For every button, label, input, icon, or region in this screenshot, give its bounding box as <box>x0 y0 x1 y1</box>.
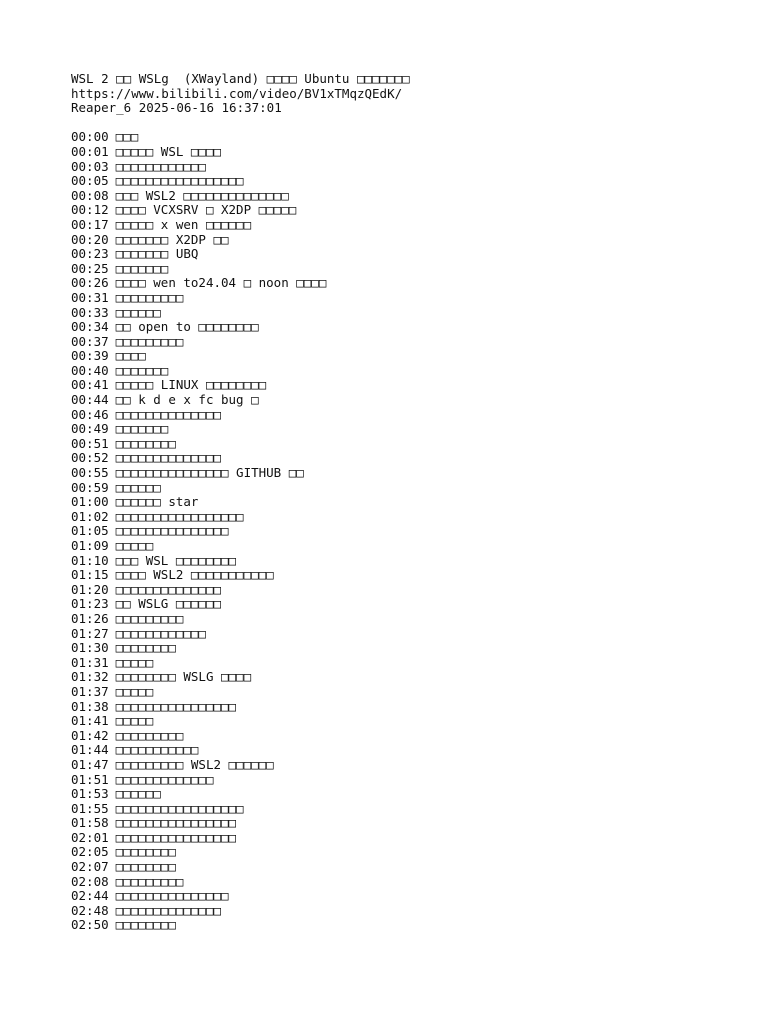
entry-text: □□□□□□□□□□□□□□□□ <box>115 829 237 845</box>
timestamp: 00:49 <box>71 421 109 437</box>
entry-text: □□□□□□□□□□□□□ <box>115 771 214 787</box>
timestamp-list <box>71 130 748 933</box>
timestamp: 00:46 <box>71 406 109 422</box>
timestamp-entry <box>71 349 748 364</box>
timestamp: 02:50 <box>71 917 109 933</box>
entry-text: □□□□□□□□ <box>115 435 176 451</box>
document <box>71 72 748 933</box>
timestamp: 01:05 <box>71 523 109 539</box>
timestamp-entry <box>71 568 748 583</box>
entry-text: □□□□□□□ <box>115 260 169 276</box>
entry-text: □□□□□□ <box>115 479 161 495</box>
timestamp-entry <box>71 451 748 466</box>
timestamp: 01:55 <box>71 800 109 816</box>
timestamp: 00:08 <box>71 187 109 203</box>
timestamp-entry <box>71 130 748 145</box>
timestamp: 00:39 <box>71 348 109 364</box>
timestamp-entry <box>71 262 748 277</box>
timestamp-entry <box>71 510 748 525</box>
timestamp-entry <box>71 743 748 758</box>
timestamp: 01:02 <box>71 508 109 524</box>
entry-text: □□□□□ <box>115 683 154 699</box>
timestamp-entry <box>71 860 748 875</box>
entry-text: □□□□□□□ UBQ <box>115 246 199 262</box>
entry-text: □□□□□□ <box>115 786 161 802</box>
entry-text: □□□□ WSL2 □□□□□□□□□□□ <box>115 567 274 583</box>
entry-text: □□□□□□□□□ <box>115 873 184 889</box>
entry-text: □□□□□ <box>115 713 154 729</box>
timestamp: 00:44 <box>71 392 109 408</box>
timestamp: 02:05 <box>71 844 109 860</box>
entry-text: □□□□□□□□□□□□□□□□□ <box>115 173 244 189</box>
timestamp: 00:01 <box>71 143 109 159</box>
timestamp: 01:26 <box>71 610 109 626</box>
timestamp-entry <box>71 189 748 204</box>
entry-text: □□□□□□□□ <box>115 917 176 933</box>
entry-text: □□□□□□□□□□□□□□□ <box>115 523 229 539</box>
timestamp-entry <box>71 233 748 248</box>
entry-text: □□□□ <box>115 348 146 364</box>
timestamp-entry <box>71 422 748 437</box>
timestamp-entry <box>71 904 748 919</box>
timestamp: 01:32 <box>71 669 109 685</box>
timestamp: 01:44 <box>71 742 109 758</box>
entry-text: □□ open to □□□□□□□□ <box>115 319 259 335</box>
entry-text: □□□□□□□□ <box>115 640 176 656</box>
entry-text: □□□□ VCXSRV □ X2DP □□□□□ <box>115 202 297 218</box>
timestamp-entry <box>71 481 748 496</box>
timestamp: 01:38 <box>71 698 109 714</box>
entry-text: □□□□□□ star <box>115 494 199 510</box>
timestamp: 00:12 <box>71 202 109 218</box>
timestamp: 01:37 <box>71 683 109 699</box>
entry-text: □□□□□□□□□□□□□□ <box>115 450 221 466</box>
timestamp-entry <box>71 627 748 642</box>
timestamp-entry <box>71 247 748 262</box>
entry-text: □□□□□□□□□□□□□□ <box>115 902 221 918</box>
timestamp: 01:09 <box>71 538 109 553</box>
timestamp-entry <box>71 641 748 656</box>
timestamp: 01:27 <box>71 625 109 641</box>
entry-text: □□□□□□□□□□□□ <box>115 158 206 174</box>
entry-text: □□□□□□□□□□□□□□□ GITHUB □□ <box>115 465 304 481</box>
timestamp: 02:08 <box>71 873 109 889</box>
timestamp-entry <box>71 539 748 554</box>
entry-text: □□ k d e x fc bug □ <box>115 392 259 408</box>
timestamp-entry <box>71 335 748 350</box>
video-url: https://www.bilibili.com/video/BV1xTMqzQEdK/ <box>71 85 403 101</box>
timestamp: 01:47 <box>71 756 109 772</box>
timestamp: 01:58 <box>71 815 109 831</box>
entry-text: □□□ <box>115 129 139 145</box>
entry-text: □□□□□□□□□□□□ <box>115 625 206 641</box>
timestamp: 01:15 <box>71 567 109 583</box>
timestamp: 01:00 <box>71 494 109 510</box>
video-title: WSL 2 □□ WSLg (XWayland) □□□□ Ubuntu □□□□□□□ <box>71 71 410 86</box>
timestamp-entry <box>71 495 748 510</box>
entry-text: □□□□□□□□□ WSL2 □□□□□□ <box>115 756 274 772</box>
timestamp-entry <box>71 831 748 846</box>
timestamp: 00:51 <box>71 435 109 451</box>
timestamp-entry <box>71 408 748 423</box>
entry-text: □□□□□□□□□□□□□□□□□ <box>115 508 244 524</box>
timestamp: 01:53 <box>71 786 109 802</box>
timestamp-entry <box>71 597 748 612</box>
entry-text: □□□□□□□□ <box>115 844 176 860</box>
timestamp: 00:17 <box>71 216 109 232</box>
entry-text: □□□□□□□□□□□□□□□□ <box>115 698 237 714</box>
entry-text: □□□□□□□□□□□□□□ <box>115 581 221 597</box>
timestamp-entry <box>71 393 748 408</box>
timestamp-entry <box>71 466 748 481</box>
entry-text: □□□□□□□□□ <box>115 289 184 305</box>
timestamp-entry <box>71 320 748 335</box>
timestamp: 01:31 <box>71 654 109 670</box>
timestamp: 00:31 <box>71 289 109 305</box>
entry-text: □□□□□□□ <box>115 421 169 437</box>
timestamp-entry <box>71 670 748 685</box>
author-and-date: Reaper_6 2025-06-16 16:37:01 <box>71 100 282 116</box>
timestamp: 00:03 <box>71 158 109 174</box>
timestamp-entry <box>71 276 748 291</box>
timestamp: 00:34 <box>71 319 109 335</box>
entry-text: □□□□□□□□ WSLG □□□□ <box>115 669 252 685</box>
timestamp-entry <box>71 160 748 175</box>
timestamp-entry <box>71 729 748 744</box>
timestamp: 01:30 <box>71 640 109 656</box>
entry-text: □□□□□□ <box>115 304 161 320</box>
entry-text: □□ WSLG □□□□□□ <box>115 596 221 612</box>
entry-text: □□□□□□□ <box>115 362 169 378</box>
timestamp-entry <box>71 378 748 393</box>
timestamp-entry <box>71 758 748 773</box>
timestamp-entry <box>71 773 748 788</box>
timestamp-entry <box>71 918 748 933</box>
timestamp-entry <box>71 802 748 817</box>
timestamp: 01:42 <box>71 727 109 743</box>
timestamp-entry <box>71 889 748 904</box>
timestamp: 00:37 <box>71 333 109 349</box>
entry-text: □□□□□□□□□□□□□□□ <box>115 888 229 904</box>
entry-text: □□□□□□□□□□□□□□□□ <box>115 815 237 831</box>
timestamp-entry <box>71 218 748 233</box>
timestamp: 00:20 <box>71 231 109 247</box>
entry-text: □□□□□ LINUX □□□□□□□□ <box>115 377 267 393</box>
timestamp-entry <box>71 364 748 379</box>
timestamp: 02:48 <box>71 902 109 918</box>
entry-text: □□□□□ WSL □□□□ <box>115 143 221 159</box>
timestamp: 01:41 <box>71 713 109 729</box>
entry-text: □□□ WSL2 □□□□□□□□□□□□□□ <box>115 187 289 203</box>
timestamp: 00:23 <box>71 246 109 262</box>
timestamp: 01:10 <box>71 552 109 568</box>
entry-text: □□□□□□□□□ <box>115 333 184 349</box>
timestamp-entry <box>71 685 748 700</box>
entry-text: □□□□□□□□□□□□□□ <box>115 406 221 422</box>
entry-text: □□□□□□□□ <box>115 859 176 875</box>
entry-text: □□□□□□□□□ <box>115 727 184 743</box>
entry-text: □□□ WSL □□□□□□□□ <box>115 552 237 568</box>
entry-text: □□□□□ <box>115 538 154 553</box>
timestamp-entry <box>71 291 748 306</box>
entry-text: □□□□□ x wen □□□□□□ <box>115 216 252 232</box>
entry-text: □□□□□□□□□□□ <box>115 742 199 758</box>
timestamp-entry <box>71 816 748 831</box>
timestamp: 00:33 <box>71 304 109 320</box>
timestamp: 02:01 <box>71 829 109 845</box>
timestamp: 00:26 <box>71 275 109 291</box>
timestamp: 02:07 <box>71 859 109 875</box>
timestamp-entry <box>71 875 748 890</box>
timestamp-entry <box>71 612 748 627</box>
entry-text: □□□□□□□□□□□□□□□□□ <box>115 800 244 816</box>
timestamp-entry <box>71 845 748 860</box>
timestamp: 00:55 <box>71 465 109 481</box>
timestamp: 00:05 <box>71 173 109 189</box>
entry-text: □□□□ wen to24.04 □ noon □□□□ <box>115 275 327 291</box>
timestamp-entry <box>71 203 748 218</box>
timestamp-entry <box>71 174 748 189</box>
timestamp-entry <box>71 714 748 729</box>
timestamp: 00:00 <box>71 129 109 145</box>
timestamp-entry <box>71 306 748 321</box>
timestamp: 00:25 <box>71 260 109 276</box>
timestamp: 00:41 <box>71 377 109 393</box>
timestamp: 01:51 <box>71 771 109 787</box>
spacer <box>71 116 748 131</box>
timestamp: 01:23 <box>71 596 109 612</box>
timestamp-entry <box>71 700 748 715</box>
timestamp: 00:59 <box>71 479 109 495</box>
timestamp: 00:52 <box>71 450 109 466</box>
timestamp: 01:20 <box>71 581 109 597</box>
timestamp: 00:40 <box>71 362 109 378</box>
timestamp: 02:44 <box>71 888 109 904</box>
timestamp-entry <box>71 524 748 539</box>
timestamp-entry <box>71 554 748 569</box>
entry-text: □□□□□□□ X2DP □□ <box>115 231 229 247</box>
entry-text: □□□□□□□□□ <box>115 610 184 626</box>
timestamp-entry <box>71 787 748 802</box>
timestamp-entry <box>71 583 748 598</box>
timestamp-entry <box>71 145 748 160</box>
timestamp-entry <box>71 656 748 671</box>
entry-text: □□□□□ <box>115 654 154 670</box>
timestamp-entry <box>71 437 748 452</box>
